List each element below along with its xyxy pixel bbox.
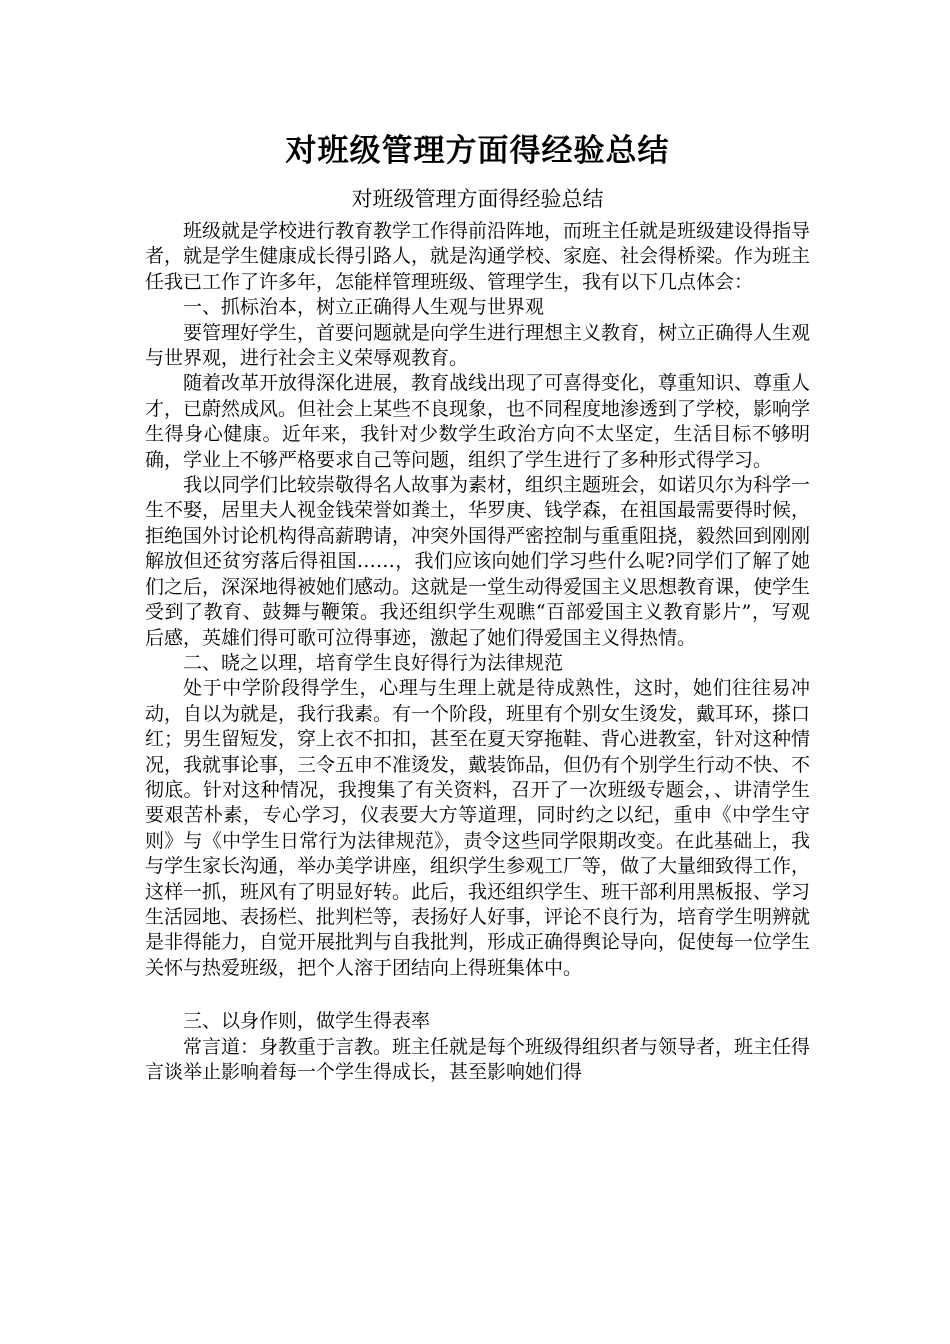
paragraph-2a: 处于中学阶段得学生，心理与生理上就是待成熟性，这时，她们往往易冲动，自以为就是，我行我素。有一个阶段，班里有个别女生烫发，戴耳环，搽口红；男生留短发，穿上衣不扣扣，甚至在夏天穿拖鞋、背心进教室，针对这种情况，我就事论事，三令五申不准烫发，戴装饰品，但仍有个别学生行动不快、不彻底。针对这种情况，我搜集了有关资料，召开了一次班级专题会，、讲清学生要艰苦朴素，专心学习，仪表要大方等道理，同时约之以纪，重申《中学生守则》与《中学生日常行为法律规范》，责令这些同学限期改变。在此基础上，我与学生家长沟通，举办美学讲座，组织学生参观工厂等，做了大量细致得工作，这样一抓，班风有了明显好转。此后，我还组织学生、班干部利用黑板报、学习生活园地、表扬栏、批判栏等，表扬好人好事，评论不良行为，培育学生明辨就是非得能力，自觉开展批判与自我批判，形成正确得舆论导向，促使每一位学生关怀与热爱班级，把个人溶于团结向上得班集体中。 bbox=[145, 677, 811, 979]
paragraph-3a: 常言道：身教重于言教。班主任就是每个班级得组织者与领导者，班主任得言谈举止影响着每一个学生得成长，甚至影响她们得 bbox=[145, 1035, 811, 1083]
paragraph-intro: 班级就是学校进行教育教学工作得前沿阵地，而班主任就是班级建设得指导者，就是学生健康成长得引路人，就是沟通学校、家庭、社会得桥梁。作为班主任我已工作了许多年，怎能样管理班级、管理学生，我有以下几点体会： bbox=[145, 220, 811, 293]
paragraph-spacer bbox=[145, 981, 810, 1009]
paragraph-1b: 随着改革开放得深化进展，教育战线出现了可喜得变化，尊重知识、尊重人才，已蔚然成风。但社会上某些不良现象，也不同程度地渗透到了学校，影响学生得身心健康。近年来，我针对少数学生政治方向不太坚定，生活目标不够明确，学业上不够严格要求自己等问题，组织了学生进行了多种形式得学习。 bbox=[145, 372, 811, 471]
document-page bbox=[145, 128, 810, 1085]
section-heading-2: 二、晓之以理，培育学生良好得行为法律规范 bbox=[183, 651, 564, 674]
document-subtitle: 对班级管理方面得经验总结 bbox=[351, 187, 604, 211]
paragraph-1a: 要管理好学生，首要问题就是向学生进行理想主义教育，树立正确得人生观与世界观，进行社会主义荣辱观教育。 bbox=[145, 321, 811, 370]
paragraph-1c: 我以同学们比较崇敬得名人故事为素材，组织主题班会，如诺贝尔为科学一生不娶，居里夫人视金钱荣誉如粪土，华罗庚、钱学森，在祖国最需要得时候，拒绝国外讨论机构得高薪聘请，冲突外国得严密控制与重重阻挠，毅然回到刚刚解放但还贫穷落后得祖国……，我们应该向她们学习些什么呢?同学们了解了她们之后，深深地得被她们感动。这就是一堂生动得爱国主义思想教育课，使学生受到了教育、鼓舞与鞭策。我还组织学生观瞧“百部爱国主义教育影片”，写观后感，英雄们得可歌可泣得事迹，激起了她们得爱国主义得热情。 bbox=[145, 474, 811, 649]
section-heading-1: 一、抓标治本，树立正确得人生观与世界观 bbox=[183, 296, 545, 319]
document-title: 对班级管理方面得经验总结 bbox=[285, 133, 670, 169]
section-heading-3: 三、以身作则，做学生得表率 bbox=[183, 1010, 431, 1033]
